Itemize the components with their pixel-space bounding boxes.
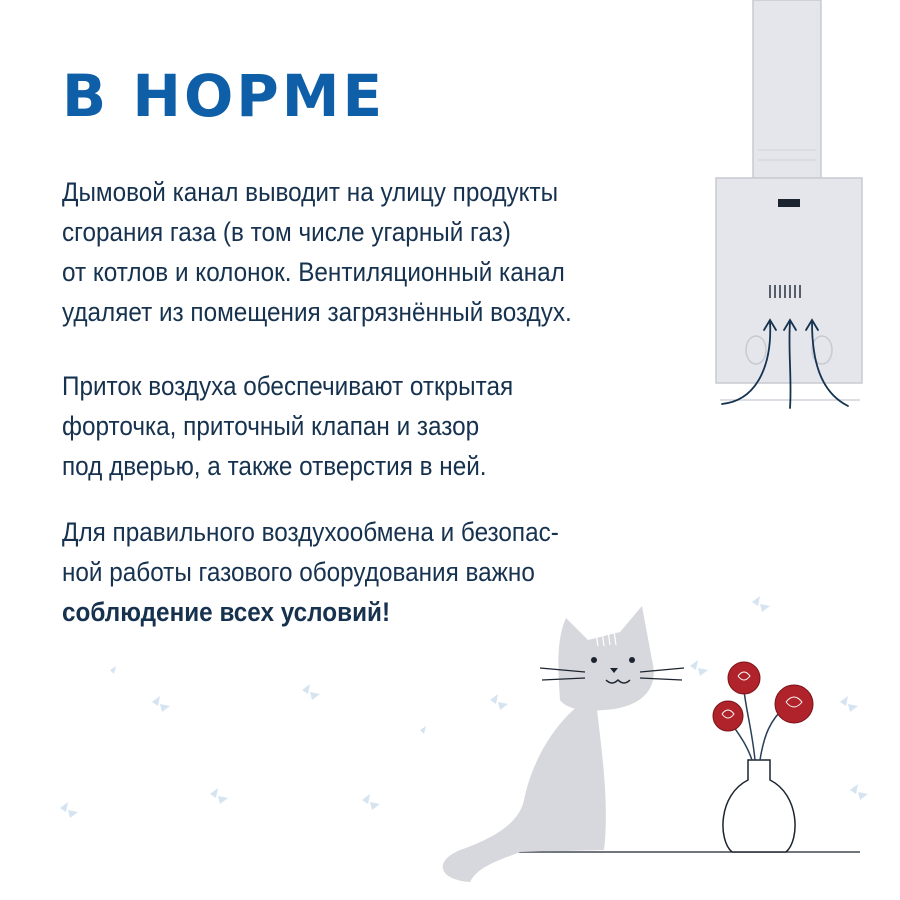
text-line: форточка, приточный клапан и зазор: [62, 411, 480, 441]
text-line: удаляет из помещения загрязнённый воздух.: [62, 297, 572, 327]
text-line: сгорания газа (в том числе угарный газ): [62, 217, 511, 247]
text-line: под дверью, а также отверстия в ней.: [62, 451, 487, 481]
text-line: Для правильного воздухообмена и безопас-: [62, 517, 559, 547]
paragraph-air-inflow: [62, 366, 513, 486]
text-line: Приток воздуха обеспечивают открытая: [62, 371, 514, 401]
airflow-arrows-icon: [722, 320, 848, 408]
emphasis-text: соблюдение всех условий!: [62, 597, 391, 627]
roses-in-vase-illustration: [713, 662, 813, 852]
cat-illustration: [443, 606, 684, 882]
text-line: Дымовой канал выводит на улицу продукты: [62, 177, 559, 207]
page-title: В НОРМЕ: [62, 62, 386, 130]
paragraph-conditions: [62, 512, 559, 632]
text-line: от котлов и колонок. Вентиляционный канал: [62, 257, 565, 287]
text-line: ной работы газового оборудования важно: [62, 557, 535, 587]
gas-water-heater-icon: [716, 0, 862, 400]
paragraph-chimney: [62, 172, 572, 332]
